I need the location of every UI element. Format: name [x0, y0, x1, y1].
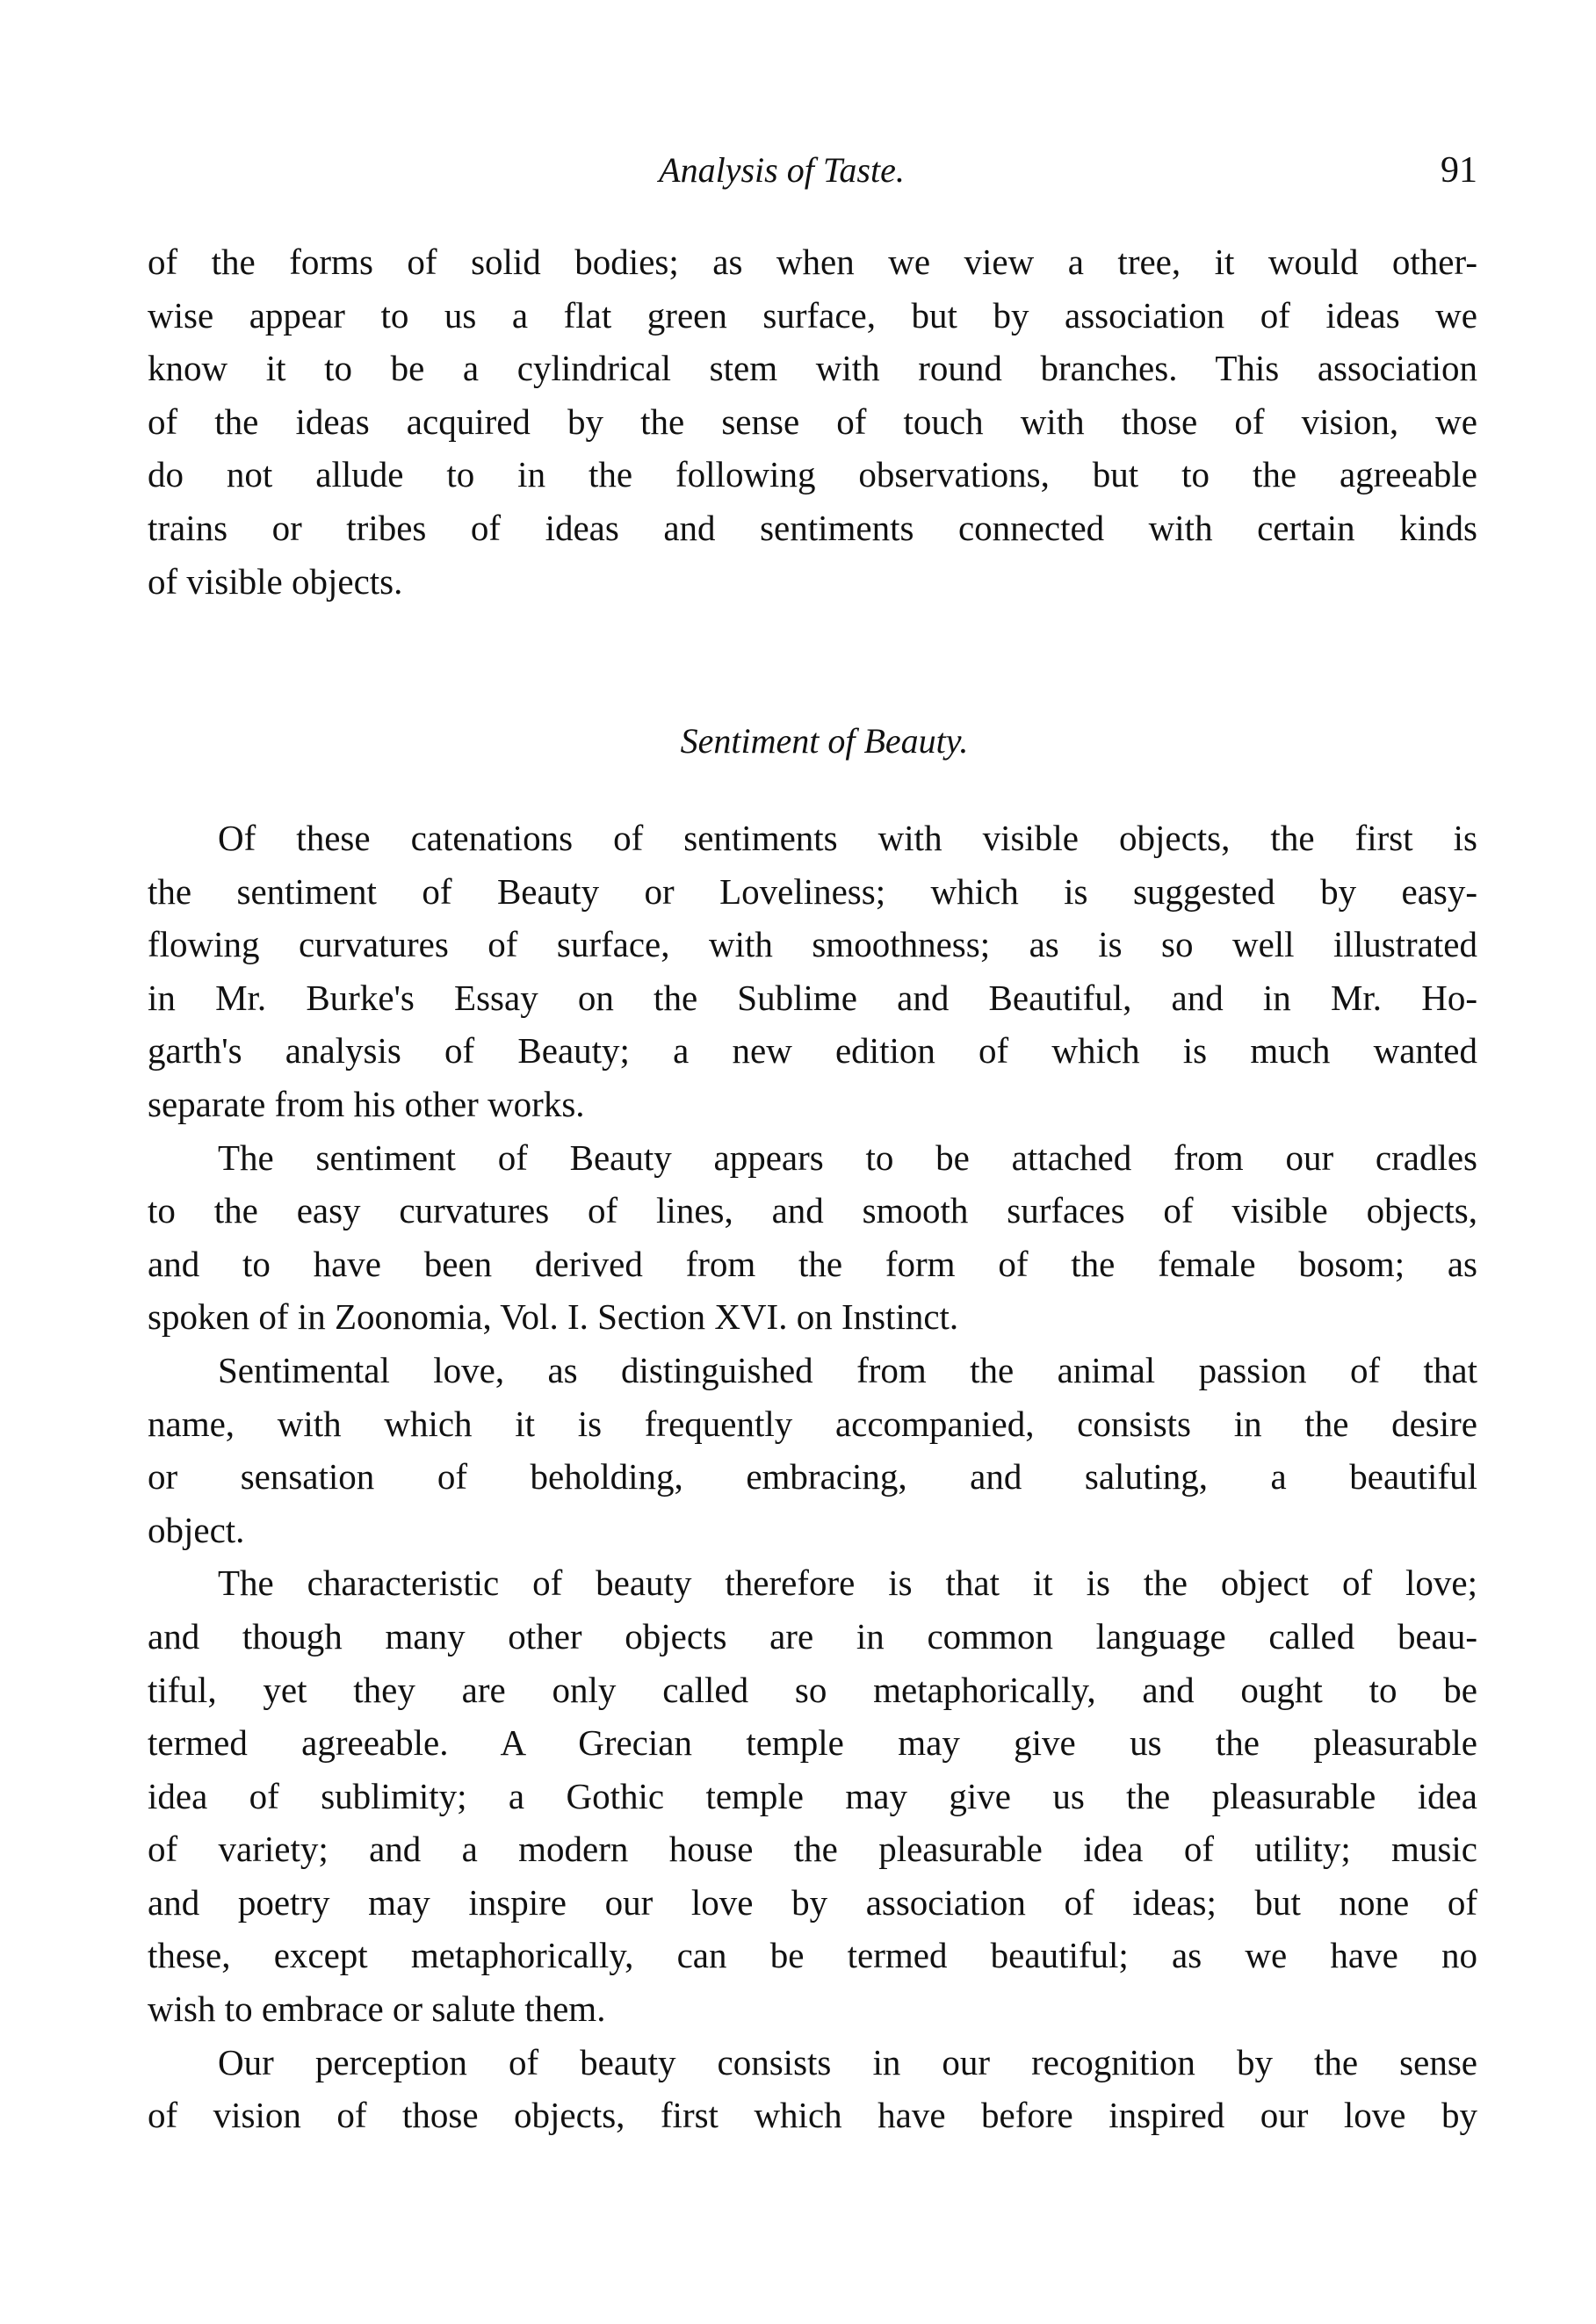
- text-line: wish to embrace or salute them.: [148, 1988, 606, 2030]
- text-line: tiful, yet they are only called so metaphorically, and ought to be: [148, 1669, 1477, 1710]
- text-line: Our perception of beauty consists in our recognition by the sense: [218, 2041, 1477, 2082]
- text-line: flowing curvatures of surface, with smoothness; as is so well illustrated: [148, 924, 1477, 965]
- text-line: and poetry may inspire our love by association of ideas; but none of: [148, 1881, 1477, 1923]
- text-line: of the forms of solid bodies; as when we view a tree, it would other-: [148, 242, 1477, 282]
- paragraph: [148, 2036, 1477, 2142]
- text-line: or sensation of beholding, embracing, and saluting, a beautiful: [148, 1456, 1477, 1498]
- section-heading-text: Sentiment of Beauty.: [680, 721, 969, 761]
- text-line: to the easy curvatures of lines, and smooth surfaces of visible objects,: [148, 1190, 1477, 1231]
- text-line: wise appear to us a flat green surface, but by association of ideas we: [148, 294, 1477, 336]
- text-line: trains or tribes of ideas and sentiments connected with certain kinds: [148, 507, 1477, 548]
- paragraph: [148, 1344, 1477, 1556]
- paragraph: [148, 812, 1477, 1131]
- text-line: know it to be a cylindrical stem with round branches. This association: [148, 348, 1477, 389]
- text-line: and though many other objects are in common language called beau-: [148, 1615, 1477, 1656]
- paragraph: [148, 1131, 1477, 1344]
- text-line: of the ideas acquired by the sense of touch with those of vision, we: [148, 401, 1477, 442]
- text-line: do not allude to in the following observations, but to the agreeable: [148, 454, 1477, 495]
- text-line: idea of sublimity; a Gothic temple may give us the pleasurable idea: [148, 1775, 1477, 1816]
- text-line: of visible objects.: [148, 560, 403, 602]
- section-heading: [0, 720, 1596, 761]
- text-line: object.: [148, 1509, 245, 1550]
- text-line: The characteristic of beauty therefore is that it is the object of love;: [218, 1563, 1477, 1604]
- text-line: the sentiment of Beauty or Loveliness; which is suggested by easy-: [148, 870, 1477, 912]
- text-line: these, except metaphorically, can be termed beautiful; as we have no: [148, 1935, 1477, 1976]
- text-line: of vision of those objects, first which have before inspired our love by: [148, 2095, 1477, 2136]
- text-line: termed agreeable. A Grecian temple may give us the pleasurable: [148, 1722, 1477, 1764]
- intro-paragraph: [148, 235, 1477, 608]
- text-line: Sentimental love, as distinguished from the animal passion of that: [218, 1349, 1477, 1390]
- section-body: [148, 812, 1477, 2142]
- text-line: Of these catenations of sentiments with visible objects, the first is: [218, 818, 1477, 858]
- text-line: spoken of in Zoonomia, Vol. I. Section XVI. on Instinct.: [148, 1296, 959, 1338]
- running-head-title: Analysis of Taste.: [659, 150, 905, 190]
- text-line: in Mr. Burke's Essay on the Sublime and Beautiful, and in Mr. Ho-: [148, 977, 1477, 1018]
- text-line: of variety; and a modern house the pleasurable idea of utility; music: [148, 1829, 1477, 1870]
- text-line: garth's analysis of Beauty; a new edition of which is much wanted: [148, 1030, 1477, 1072]
- text-line: separate from his other works.: [148, 1083, 585, 1124]
- text-line: The sentiment of Beauty appears to be attached from our cradles: [218, 1137, 1477, 1178]
- paragraph: [148, 1556, 1477, 2035]
- text-line: name, with which it is frequently accompanied, consists in the desire: [148, 1403, 1477, 1444]
- page-number: 91: [1441, 150, 1477, 191]
- text-line: and to have been derived from the form of the female bosom; as: [148, 1243, 1477, 1284]
